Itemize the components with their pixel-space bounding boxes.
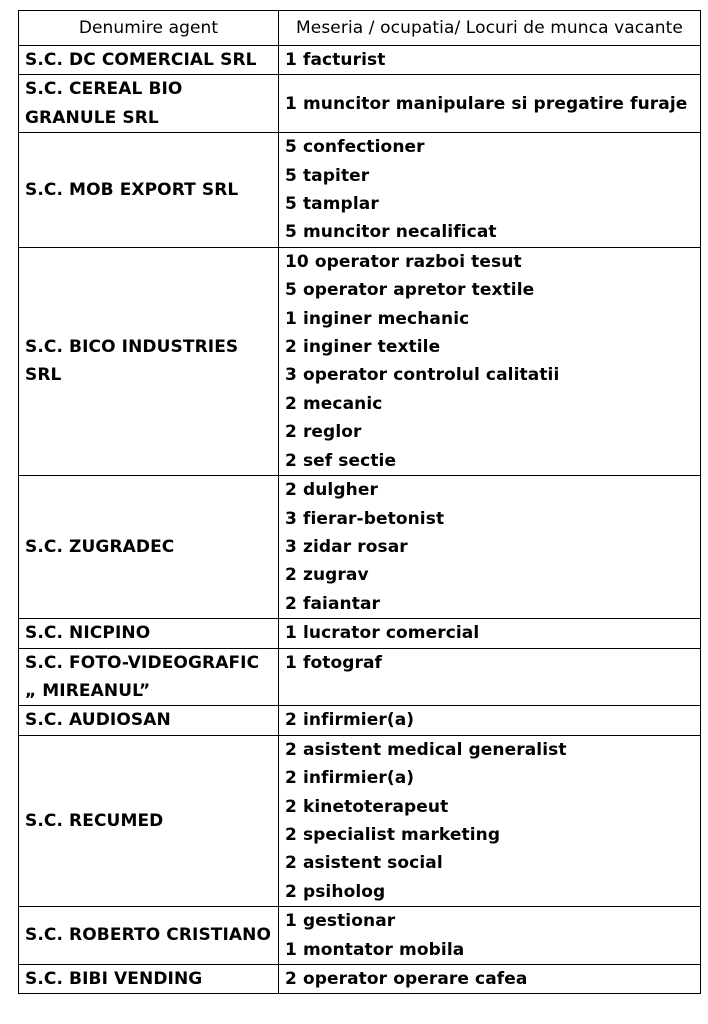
job-line: 2 dulgher	[285, 480, 378, 501]
job-line: 2 mecanic	[285, 393, 383, 414]
job-line: 3 zidar rosar	[285, 536, 408, 557]
agent-cell: S.C. ZUGRADEC	[19, 476, 279, 619]
jobs-cell	[279, 46, 701, 75]
agent-cell: S.C. FOTO-VIDEOGRAFIC „ MIREANUL”	[19, 648, 279, 706]
jobs-cell	[279, 75, 701, 133]
job-line: 3 fierar-betonist	[285, 508, 445, 529]
table-row	[19, 133, 701, 248]
job-line: 1 montator mobila	[285, 939, 465, 960]
job-line: 2 reglor	[285, 422, 362, 443]
table-row	[19, 735, 701, 906]
agent-cell: S.C. MOB EXPORT SRL	[19, 133, 279, 248]
jobs-cell	[279, 706, 701, 735]
table-body	[19, 46, 701, 994]
job-line: 2 inginer textile	[285, 337, 441, 358]
jobs-cell	[279, 247, 701, 475]
agent-cell: S.C. ROBERTO CRISTIANO	[19, 907, 279, 965]
agent-cell: S.C. AUDIOSAN	[19, 706, 279, 735]
job-line: 2 faiantar	[285, 593, 380, 614]
job-line: 2 operator operare cafea	[285, 969, 528, 989]
job-line: 2 infirmier(a)	[285, 710, 415, 731]
header-jobs: Meseria / ocupatia/ Locuri de munca vacante	[279, 11, 701, 46]
agent-cell: S.C. RECUMED	[19, 735, 279, 906]
job-line: 5 tamplar	[285, 194, 379, 215]
header-agent: Denumire agent	[19, 11, 279, 46]
table-row	[19, 247, 701, 475]
table-row	[19, 46, 701, 75]
jobs-cell	[279, 476, 701, 619]
job-line: 2 zugrav	[285, 565, 369, 586]
jobs-cell	[279, 648, 701, 706]
job-line: 1 muncitor manipulare si pregatire furaje	[285, 93, 688, 114]
table-header-row	[19, 11, 701, 46]
table-row	[19, 619, 701, 648]
job-line: 1 fotograf	[285, 652, 383, 673]
jobs-cell	[279, 907, 701, 965]
job-line: 5 muncitor necalificat	[285, 222, 497, 243]
jobs-cell	[279, 965, 701, 994]
job-line: 1 inginer mechanic	[285, 308, 470, 329]
jobs-cell	[279, 133, 701, 248]
agent-cell: S.C. CEREAL BIO GRANULE SRL	[19, 75, 279, 133]
table-row	[19, 648, 701, 706]
agent-cell: S.C. BICO INDUSTRIES SRL	[19, 247, 279, 475]
job-line: 2 infirmier(a)	[285, 768, 415, 789]
job-line: 5 operator apretor textile	[285, 280, 535, 301]
agent-cell: S.C. DC COMERCIAL SRL	[19, 46, 279, 75]
table-row	[19, 965, 701, 994]
table-row	[19, 907, 701, 965]
job-line: 2 kinetoterapeut	[285, 796, 449, 817]
table-row	[19, 706, 701, 735]
job-line: 2 sef sectie	[285, 450, 397, 471]
table-row	[19, 476, 701, 619]
job-line: 1 facturist	[285, 50, 386, 70]
job-line: 1 lucrator comercial	[285, 623, 480, 644]
job-line: 5 confectioner	[285, 137, 425, 158]
job-line: 2 specialist marketing	[285, 824, 501, 845]
agent-cell: S.C. NICPINO	[19, 619, 279, 648]
jobs-cell	[279, 619, 701, 648]
job-line: 2 psiholog	[285, 881, 386, 902]
job-line: 2 asistent medical generalist	[285, 739, 567, 760]
job-line: 3 operator controlul calitatii	[285, 365, 560, 386]
table-row	[19, 75, 701, 133]
job-line: 2 asistent social	[285, 853, 443, 874]
agent-cell: S.C. BIBI VENDING	[19, 965, 279, 994]
job-line: 1 gestionar	[285, 911, 396, 932]
job-line: 10 operator razboi tesut	[285, 251, 522, 272]
jobs-cell	[279, 735, 701, 906]
job-vacancies-table	[18, 10, 701, 994]
job-line: 5 tapiter	[285, 165, 370, 186]
